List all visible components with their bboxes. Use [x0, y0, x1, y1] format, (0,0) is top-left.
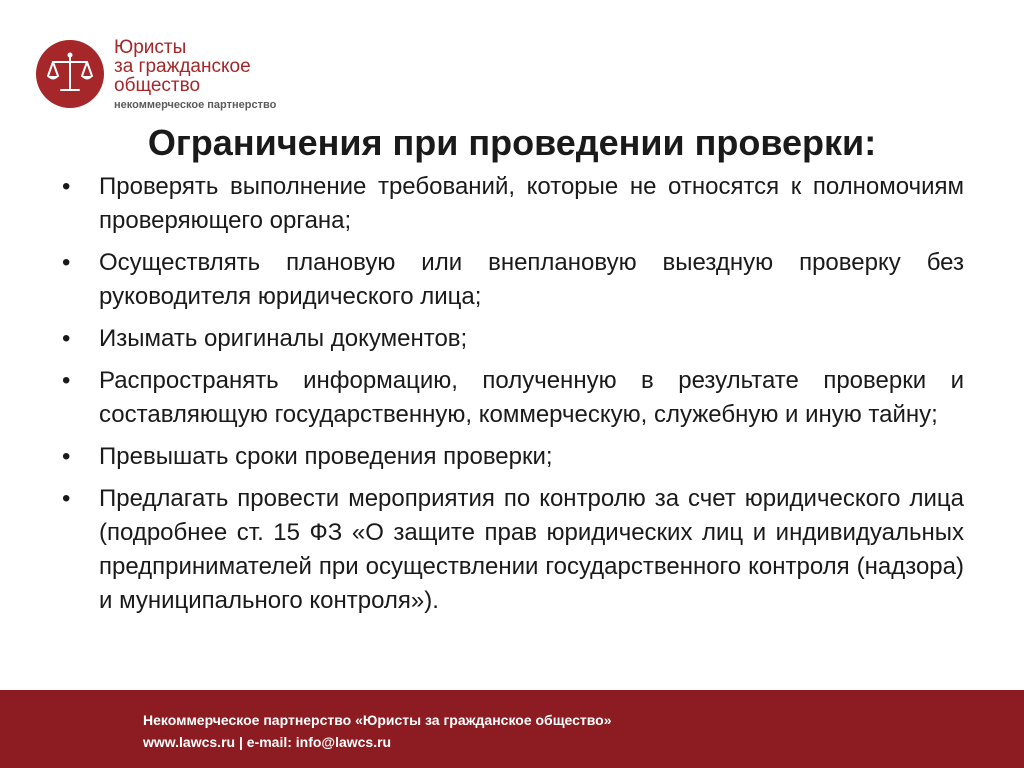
bullet-item: [62, 364, 964, 432]
logo-line-2: за гражданское: [114, 56, 251, 77]
scales-icon: [36, 40, 104, 108]
logo-subtitle: некоммерческое партнерство: [114, 99, 277, 111]
slide-title: Ограничения при проведении проверки:: [147, 122, 877, 163]
logo-line-1: Юристы: [114, 37, 187, 58]
bullet-list: [62, 170, 964, 626]
bullet-marker: •: [62, 443, 71, 470]
bullet-marker: •: [62, 173, 71, 200]
bullet-text: Превышать сроки проведения проверки;: [99, 443, 553, 470]
logo-emblem: [36, 40, 104, 108]
bullet-marker: •: [62, 249, 71, 276]
bullet-item: [62, 322, 964, 356]
bullet-text: Распространять информацию, полученную в результате проверки и составляющую государственную, коммерческую, служебную и иную тайну;: [99, 367, 964, 428]
bullet-item: [62, 246, 964, 314]
bullet-item: [62, 170, 964, 238]
bullet-text: Осуществлять плановую или внеплановую выездную проверку без руководителя юридического лица;: [99, 249, 964, 310]
logo-text: [114, 38, 276, 111]
logo: [36, 37, 306, 112]
footer: [0, 690, 1024, 768]
bullet-marker: •: [62, 325, 71, 352]
footer-contacts: www.lawcs.ru | e-mail: info@lawcs.ru: [143, 734, 392, 750]
bullet-text: Предлагать провести мероприятия по контролю за счет юридического лица (подробнее ст. 15 ФЗ «О защите прав юридических лиц и индивидуальных предпринимателей при осуществлении государственного контроля (надзора) и муниципального контроля»).: [99, 485, 964, 614]
footer-org: Некоммерческое партнерство «Юристы за гражданское общество»: [143, 712, 612, 728]
bullet-marker: •: [62, 485, 71, 512]
logo-line-3: общество: [114, 75, 201, 96]
bullet-item: [62, 482, 964, 618]
bullet-item: [62, 440, 964, 474]
bullet-text: Проверять выполнение требований, которые не относятся к полномочиям проверяющего органа;: [99, 173, 964, 234]
bullet-text: Изымать оригиналы документов;: [99, 325, 468, 352]
bullet-marker: •: [62, 367, 71, 394]
